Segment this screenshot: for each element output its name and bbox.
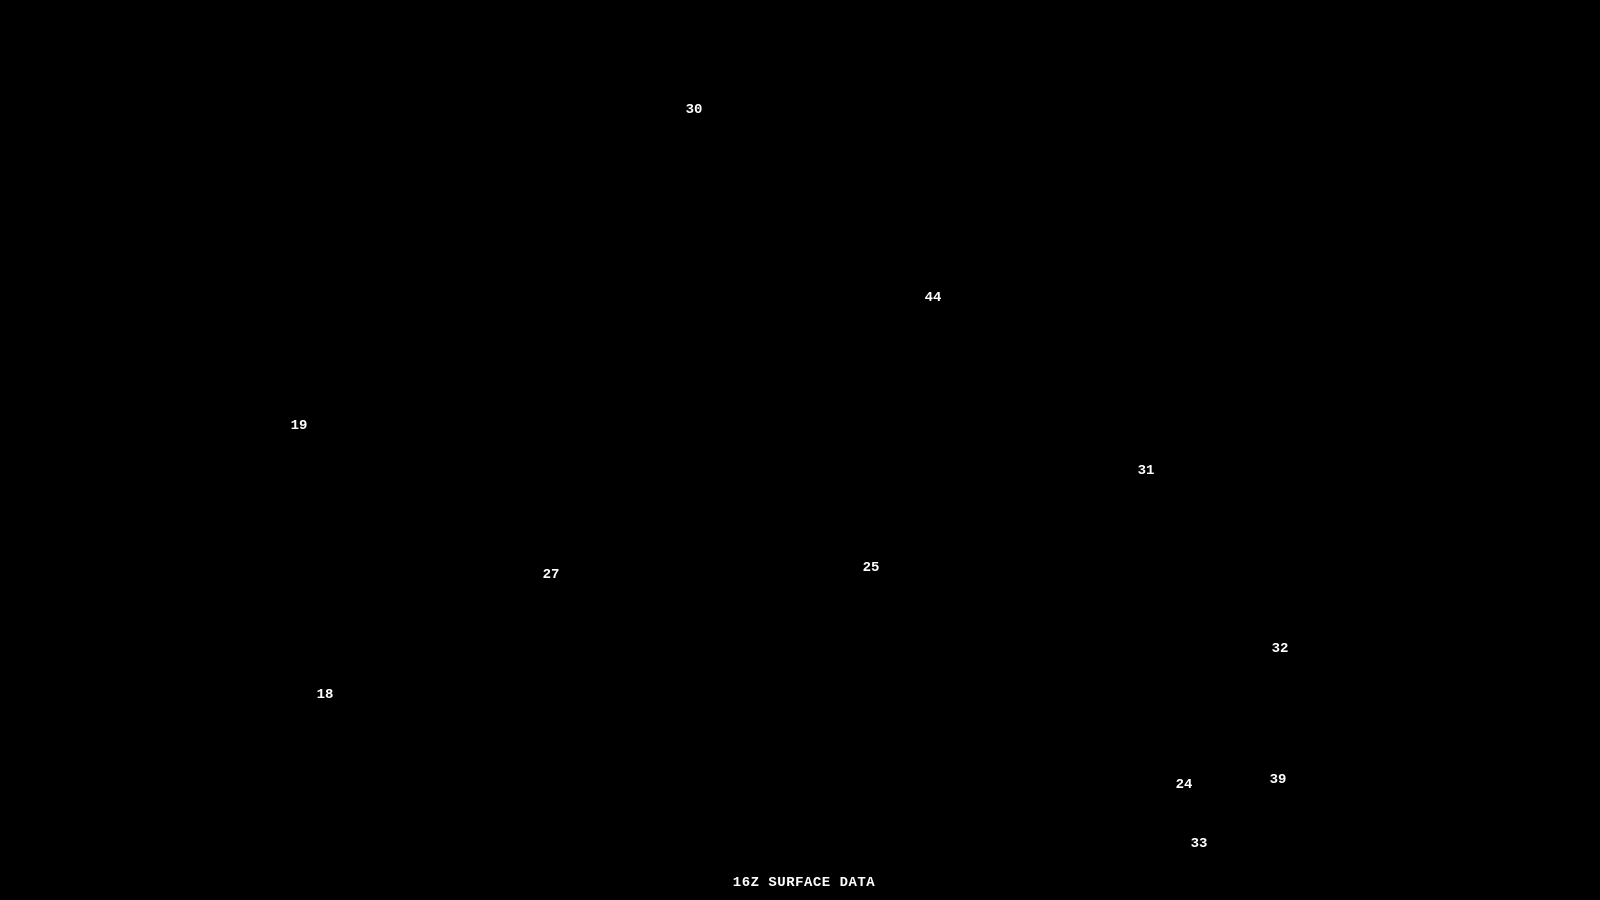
station-value: 44 [924,290,942,306]
station-value: 31 [1137,463,1155,479]
station-value: 33 [1190,836,1208,852]
station-value: 32 [1271,641,1289,657]
station-value: 25 [862,560,880,576]
station-value: 24 [1175,777,1193,793]
station-value: 39 [1269,772,1287,788]
plot-caption: 16Z SURFACE DATA [732,875,876,891]
station-value: 18 [316,687,334,703]
station-value: 27 [542,567,560,583]
station-value: 30 [685,102,703,118]
station-value: 19 [290,418,308,434]
